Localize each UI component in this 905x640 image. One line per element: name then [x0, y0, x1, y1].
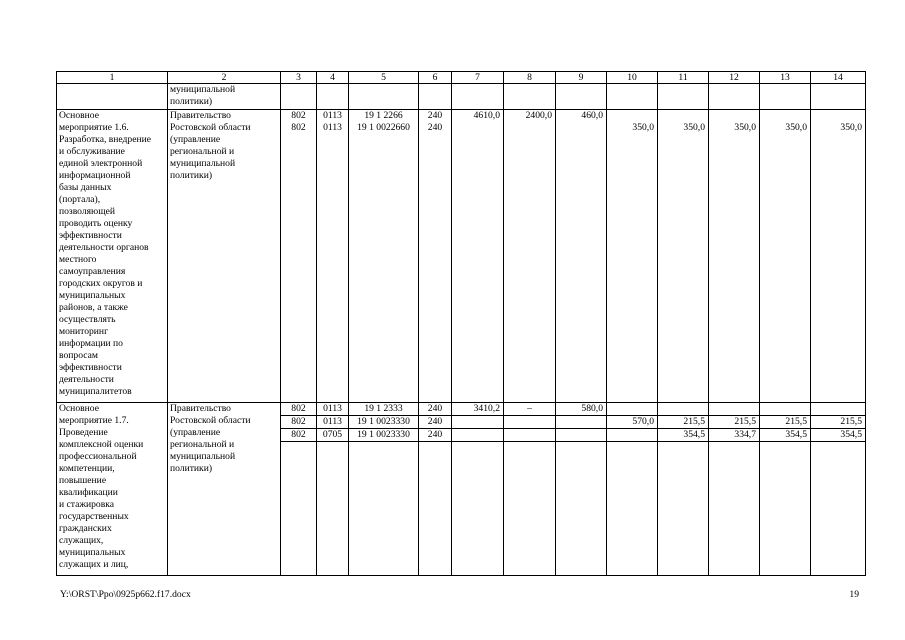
- amount-value: 350,0: [632, 122, 654, 133]
- amount-value: 354,5: [811, 429, 865, 442]
- activity-line: деятельности: [59, 374, 114, 385]
- amount-cell: [452, 110, 504, 403]
- activity-line: Основное: [59, 110, 99, 121]
- csr-cell: [349, 403, 419, 576]
- amount-value: 350,0: [734, 122, 756, 133]
- amount-cell: [811, 403, 866, 576]
- activity-line: профессиональной: [59, 451, 137, 462]
- col-header-5: 5: [349, 72, 419, 84]
- csr-value: 19 1 2333: [349, 403, 418, 416]
- footer-file-path: Y:\ORST\Ppo\0925p662.f17.docx: [60, 589, 191, 600]
- rzpr-value: 0113: [323, 110, 342, 121]
- amount-value: 354,5: [760, 429, 810, 442]
- executor-line: муниципальной: [170, 84, 236, 95]
- executor-cell: [168, 110, 281, 403]
- executor-line: (управление: [170, 134, 221, 145]
- col-header-11: 11: [658, 72, 709, 84]
- amount-value: –: [504, 403, 555, 416]
- executor-line: Ростовской области: [170, 415, 251, 426]
- amount-value: 3410,2: [452, 403, 503, 416]
- amount-value: 2400,0: [525, 110, 552, 121]
- csr-value: 19 1 0023330: [349, 416, 418, 429]
- activity-line: городских округов и: [59, 278, 143, 289]
- activity-line: местного: [59, 254, 97, 265]
- rzpr-value: 0705: [317, 429, 348, 442]
- amount-cell: [709, 403, 760, 576]
- activity-line: деятельности органов: [59, 242, 149, 253]
- amount-value: 354,5: [658, 429, 708, 442]
- executor-line: муниципальной: [170, 158, 236, 169]
- col-header-12: 12: [709, 72, 760, 84]
- activity-line: муниципальных: [59, 290, 126, 301]
- activity-line: и обслуживание: [59, 146, 125, 157]
- amount-cell: [607, 403, 658, 576]
- csr-value: 19 1 0022660: [357, 122, 410, 133]
- grbs-cell: [281, 110, 317, 403]
- vr-value: 240: [427, 122, 443, 133]
- activity-line: районов, а также: [59, 302, 128, 313]
- amount-value: 570,0: [607, 416, 657, 429]
- activity-line: осуществлять: [59, 314, 116, 325]
- amount-value: 580,0: [556, 403, 606, 416]
- grbs-value: 802: [291, 110, 306, 121]
- amount-cell: [556, 403, 607, 576]
- activity-name-cell: [57, 110, 168, 403]
- rzpr-value: 0113: [317, 403, 348, 416]
- amount-value: 460,0: [581, 110, 603, 121]
- col-header-4: 4: [317, 72, 349, 84]
- activity-line: служащих и лиц,: [59, 559, 129, 570]
- vr-value: 240: [419, 416, 451, 429]
- activity-line: квалификации: [59, 487, 118, 498]
- executor-cell: [168, 84, 281, 110]
- rzpr-cell: [317, 403, 349, 576]
- amount-value: 215,5: [709, 416, 759, 429]
- amount-cell: [556, 110, 607, 403]
- grbs-value: 802: [281, 416, 316, 429]
- document-page: [56, 71, 865, 576]
- amount-value: 350,0: [785, 122, 807, 133]
- activity-line: компетенции,: [59, 463, 115, 474]
- activity-line: Проведение: [59, 427, 108, 438]
- col-header-6: 6: [419, 72, 452, 84]
- activity-line: вопросам: [59, 350, 98, 361]
- activity-line: мониторинг: [59, 326, 108, 337]
- amount-cell: [760, 110, 811, 403]
- amount-cell: [658, 110, 709, 403]
- col-header-2: 2: [168, 72, 281, 84]
- activity-line: самоуправления: [59, 266, 126, 277]
- activity-line: (портала),: [59, 194, 101, 205]
- vr-value: 240: [419, 403, 451, 416]
- vr-value: 240: [427, 110, 443, 121]
- amount-cell: [607, 110, 658, 403]
- activity-row-1-6: [57, 110, 866, 403]
- vr-cell: [419, 110, 452, 403]
- amount-cell: [811, 110, 866, 403]
- amount-value: 215,5: [658, 416, 708, 429]
- executor-line: (управление: [170, 427, 221, 438]
- amount-cell: [504, 110, 556, 403]
- activity-line: муниципальных: [59, 547, 126, 558]
- activity-name-cell: [57, 403, 168, 576]
- executor-line: Правительство: [170, 403, 231, 414]
- activity-line: эффективности: [59, 230, 122, 241]
- grbs-cell: [281, 403, 317, 576]
- col-header-8: 8: [504, 72, 556, 84]
- col-header-14: 14: [811, 72, 866, 84]
- amount-value: 215,5: [811, 416, 865, 429]
- activity-line: гражданских: [59, 523, 112, 534]
- amount-value: 350,0: [683, 122, 705, 133]
- executor-line: политики): [170, 170, 213, 181]
- activity-line: мероприятие 1.6.: [59, 122, 129, 133]
- activity-line: Основное: [59, 403, 99, 414]
- executor-line: политики): [170, 463, 213, 474]
- amount-cell: [452, 403, 504, 576]
- activity-line: комплексной оценки: [59, 439, 144, 450]
- rzpr-value: 0113: [317, 416, 348, 429]
- amount-value: 350,0: [840, 122, 862, 133]
- continuation-row: [57, 84, 866, 110]
- amount-cell: [504, 403, 556, 576]
- vr-cell: [419, 403, 452, 576]
- col-header-7: 7: [452, 72, 504, 84]
- csr-value: 19 1 0023330: [349, 429, 418, 442]
- col-header-10: 10: [607, 72, 658, 84]
- col-header-9: 9: [556, 72, 607, 84]
- csr-cell: [349, 110, 419, 403]
- page-number: 19: [849, 589, 859, 600]
- amount-cell: [760, 403, 811, 576]
- executor-line: региональной и: [170, 146, 235, 157]
- activity-line: позволяющей: [59, 206, 116, 217]
- rzpr-cell: [317, 110, 349, 403]
- activity-line: и стажировка: [59, 499, 115, 510]
- activity-line: проводить оценку: [59, 218, 133, 229]
- col-header-1: 1: [57, 72, 168, 84]
- grbs-value: 802: [281, 429, 316, 442]
- executor-line: Ростовской области: [170, 122, 251, 133]
- grbs-value: 802: [281, 403, 316, 416]
- activity-line: повышение: [59, 475, 107, 486]
- activity-line: информации по: [59, 338, 123, 349]
- executor-line: муниципальной: [170, 451, 236, 462]
- amount-value: 334,7: [709, 429, 759, 442]
- activity-line: служащих,: [59, 535, 104, 546]
- activity-line: мероприятие 1.7.: [59, 415, 129, 426]
- activity-line: государственных: [59, 511, 129, 522]
- amount-cell: [658, 403, 709, 576]
- rzpr-value: 0113: [323, 122, 342, 133]
- col-header-3: 3: [281, 72, 317, 84]
- executor-line: Правительство: [170, 110, 231, 121]
- executor-cell: [168, 403, 281, 576]
- activity-line: муниципалитетов: [59, 386, 132, 397]
- col-header-13: 13: [760, 72, 811, 84]
- amount-value: 215,5: [760, 416, 810, 429]
- activity-line: единой электронной: [59, 158, 143, 169]
- column-number-row: [57, 72, 866, 84]
- activity-row-1-7: [57, 403, 866, 576]
- activity-line: базы данных: [59, 182, 112, 193]
- activity-line: информационной: [59, 170, 131, 181]
- amount-value: 4610,0: [473, 110, 500, 121]
- executor-line: региональной и: [170, 439, 235, 450]
- vr-value: 240: [419, 429, 451, 442]
- budget-table: [56, 71, 866, 576]
- csr-value: 19 1 2266: [364, 110, 403, 121]
- amount-cell: [709, 110, 760, 403]
- executor-line: политики): [170, 96, 213, 107]
- grbs-value: 802: [291, 122, 306, 133]
- activity-line: эффективности: [59, 362, 122, 373]
- activity-line: Разработка, внедрение: [59, 134, 152, 145]
